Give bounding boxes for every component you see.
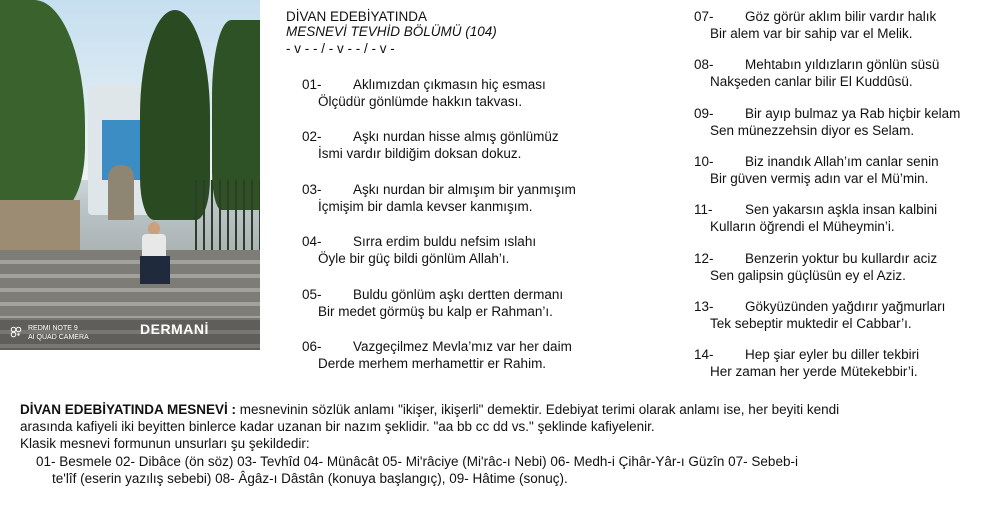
beyit-line-2: İçmişim bir damla kevser kanmışım.: [318, 199, 533, 214]
beyit-number: 02-: [302, 129, 322, 144]
beyit-number: 11-: [694, 202, 713, 217]
beyit-number: 10-: [694, 154, 714, 169]
beyit-number: 12-: [694, 251, 714, 266]
beyit-number: 05-: [302, 287, 322, 302]
person-figure: [140, 222, 166, 284]
beyit-line-2: Bir alem var bir sahip var el Melik.: [710, 26, 913, 41]
beyit-line-1: Biz inandık Allah’ım canlar senin: [745, 154, 939, 169]
beyit-line-1: Vazgeçilmez Mevla’mız var her daim: [353, 339, 572, 354]
beyit-line-1: Mehtabın yıldızların gönlün süsü: [745, 57, 940, 72]
beyit-line-2: Kulların öğrendi el Müheymin’i.: [710, 219, 895, 234]
info-paragraph: [20, 401, 990, 452]
beyit-line-2: Tek sebeptir muktedir el Cabbar’ı.: [710, 316, 912, 331]
info-text-2: arasında kafiyeli iki beyitten binlerce kadar uzanan bir nazım şeklidir. "aa bb cc dd vs." şeklinde kafiyelenir.: [20, 419, 655, 434]
beyit-number: 07-: [694, 9, 714, 24]
beyit-line-1: Buldu gönlüm aşkı dertten dermanı: [353, 287, 564, 302]
beyit-line-1: Sırra erdim buldu nefsim ıslahı: [353, 234, 537, 249]
beyit-number: 06-: [302, 339, 322, 354]
beyit-line-1: Sen yakarsın aşkla insan kalbini: [745, 202, 938, 217]
beyit-line-1: Bir ayıp bulmaz ya Rab hiçbir kelam: [745, 106, 961, 121]
info-text-1: mesnevinin sözlük anlamı "ikişer, ikişerli" demektir. Edebiyat terimi olarak anlamı ise, her beyiti kendi: [236, 402, 840, 417]
beyit-line-2: Ölçüdür gönlümde hakkın takvası.: [318, 94, 523, 109]
beyit-number: 08-: [694, 57, 714, 72]
beyit-line-1: Benzerin yoktur bu kullardır aciz: [745, 251, 938, 266]
beyit-number: 01-: [302, 77, 322, 92]
photo-mausoleum: [0, 0, 260, 350]
beyit-line-1: Göz görür aklım bilir vardır halık: [745, 9, 937, 24]
mesnevi-parts-line-1: 01- Besmele 02- Dibâce (ön söz) 03- Tevhîd 04- Münâcât 05- Mi'râciye (Mi'râc-ı Nebi) 06- Medh-i Çihâr-Yâr-ı Güzîn 07- Sebeb-i: [36, 454, 798, 469]
camera-watermark: REDMI NOTE 9 AI QUAD CAMERA: [28, 325, 89, 341]
photo-caption: DERMANİ: [140, 321, 209, 337]
beyit-line-2: İsmi vardır bildiğim doksan dokuz.: [318, 146, 522, 161]
beyit-line-2: Sen galipsin güçlüsün ey el Aziz.: [710, 268, 906, 283]
beyit-line-2: Öyle bir güç bildi gönlüm Allah’ı.: [318, 251, 510, 266]
beyit-line-1: Aşkı nurdan hisse almış gönlümüz: [353, 129, 559, 144]
beyit-line-1: Aşkı nurdan bir almışım bir yanmışım: [353, 182, 576, 197]
beyit-number: 13-: [694, 299, 714, 314]
poem-meter: - v - - / - v - - / - v -: [286, 41, 395, 56]
mesnevi-parts-line-2: te'lîf (eserin yazılış sebebi) 08- Âgâz-ı Dâstân (konuya başlangıç), 09- Hâtime (sonuç).: [52, 471, 568, 486]
beyit-number: 09-: [694, 106, 714, 121]
beyit-line-1: Gökyüzünden yağdırır yağmurları: [745, 299, 946, 314]
info-text-3: Klasik mesnevi formunun unsurları şu şekildedir:: [20, 436, 310, 451]
beyit-line-2: Bir medet görmüş bu kalp er Rahman’ı.: [318, 304, 553, 319]
beyit-line-2: Her zaman her yerde Mütekebbir’i.: [710, 364, 918, 379]
beyit-line-2: Sen münezzehsin diyor es Selam.: [710, 123, 915, 138]
beyit-number: 14-: [694, 347, 714, 362]
poem-title: MESNEVİ TEVHİD BÖLÜMÜ (104): [286, 24, 497, 39]
beyit-number: 04-: [302, 234, 322, 249]
beyit-line-1: Aklımızdan çıkmasın hiç esması: [353, 77, 546, 92]
beyit-line-2: Derde merhem merhamettir er Rahim.: [318, 356, 547, 371]
info-label: DİVAN EDEBİYATINDA MESNEVİ :: [20, 402, 237, 417]
beyit-line-2: Nakşeden canlar bilir El Kuddûsü.: [710, 74, 913, 89]
camera-icon: [10, 326, 22, 338]
beyit-number: 03-: [302, 182, 322, 197]
poem-category: DİVAN EDEBİYATINDA: [286, 9, 428, 24]
beyit-line-1: Hep şiar eyler bu diller tekbiri: [745, 347, 920, 362]
beyit-line-2: Bir güven vermiş adın var el Mü’min.: [710, 171, 929, 186]
